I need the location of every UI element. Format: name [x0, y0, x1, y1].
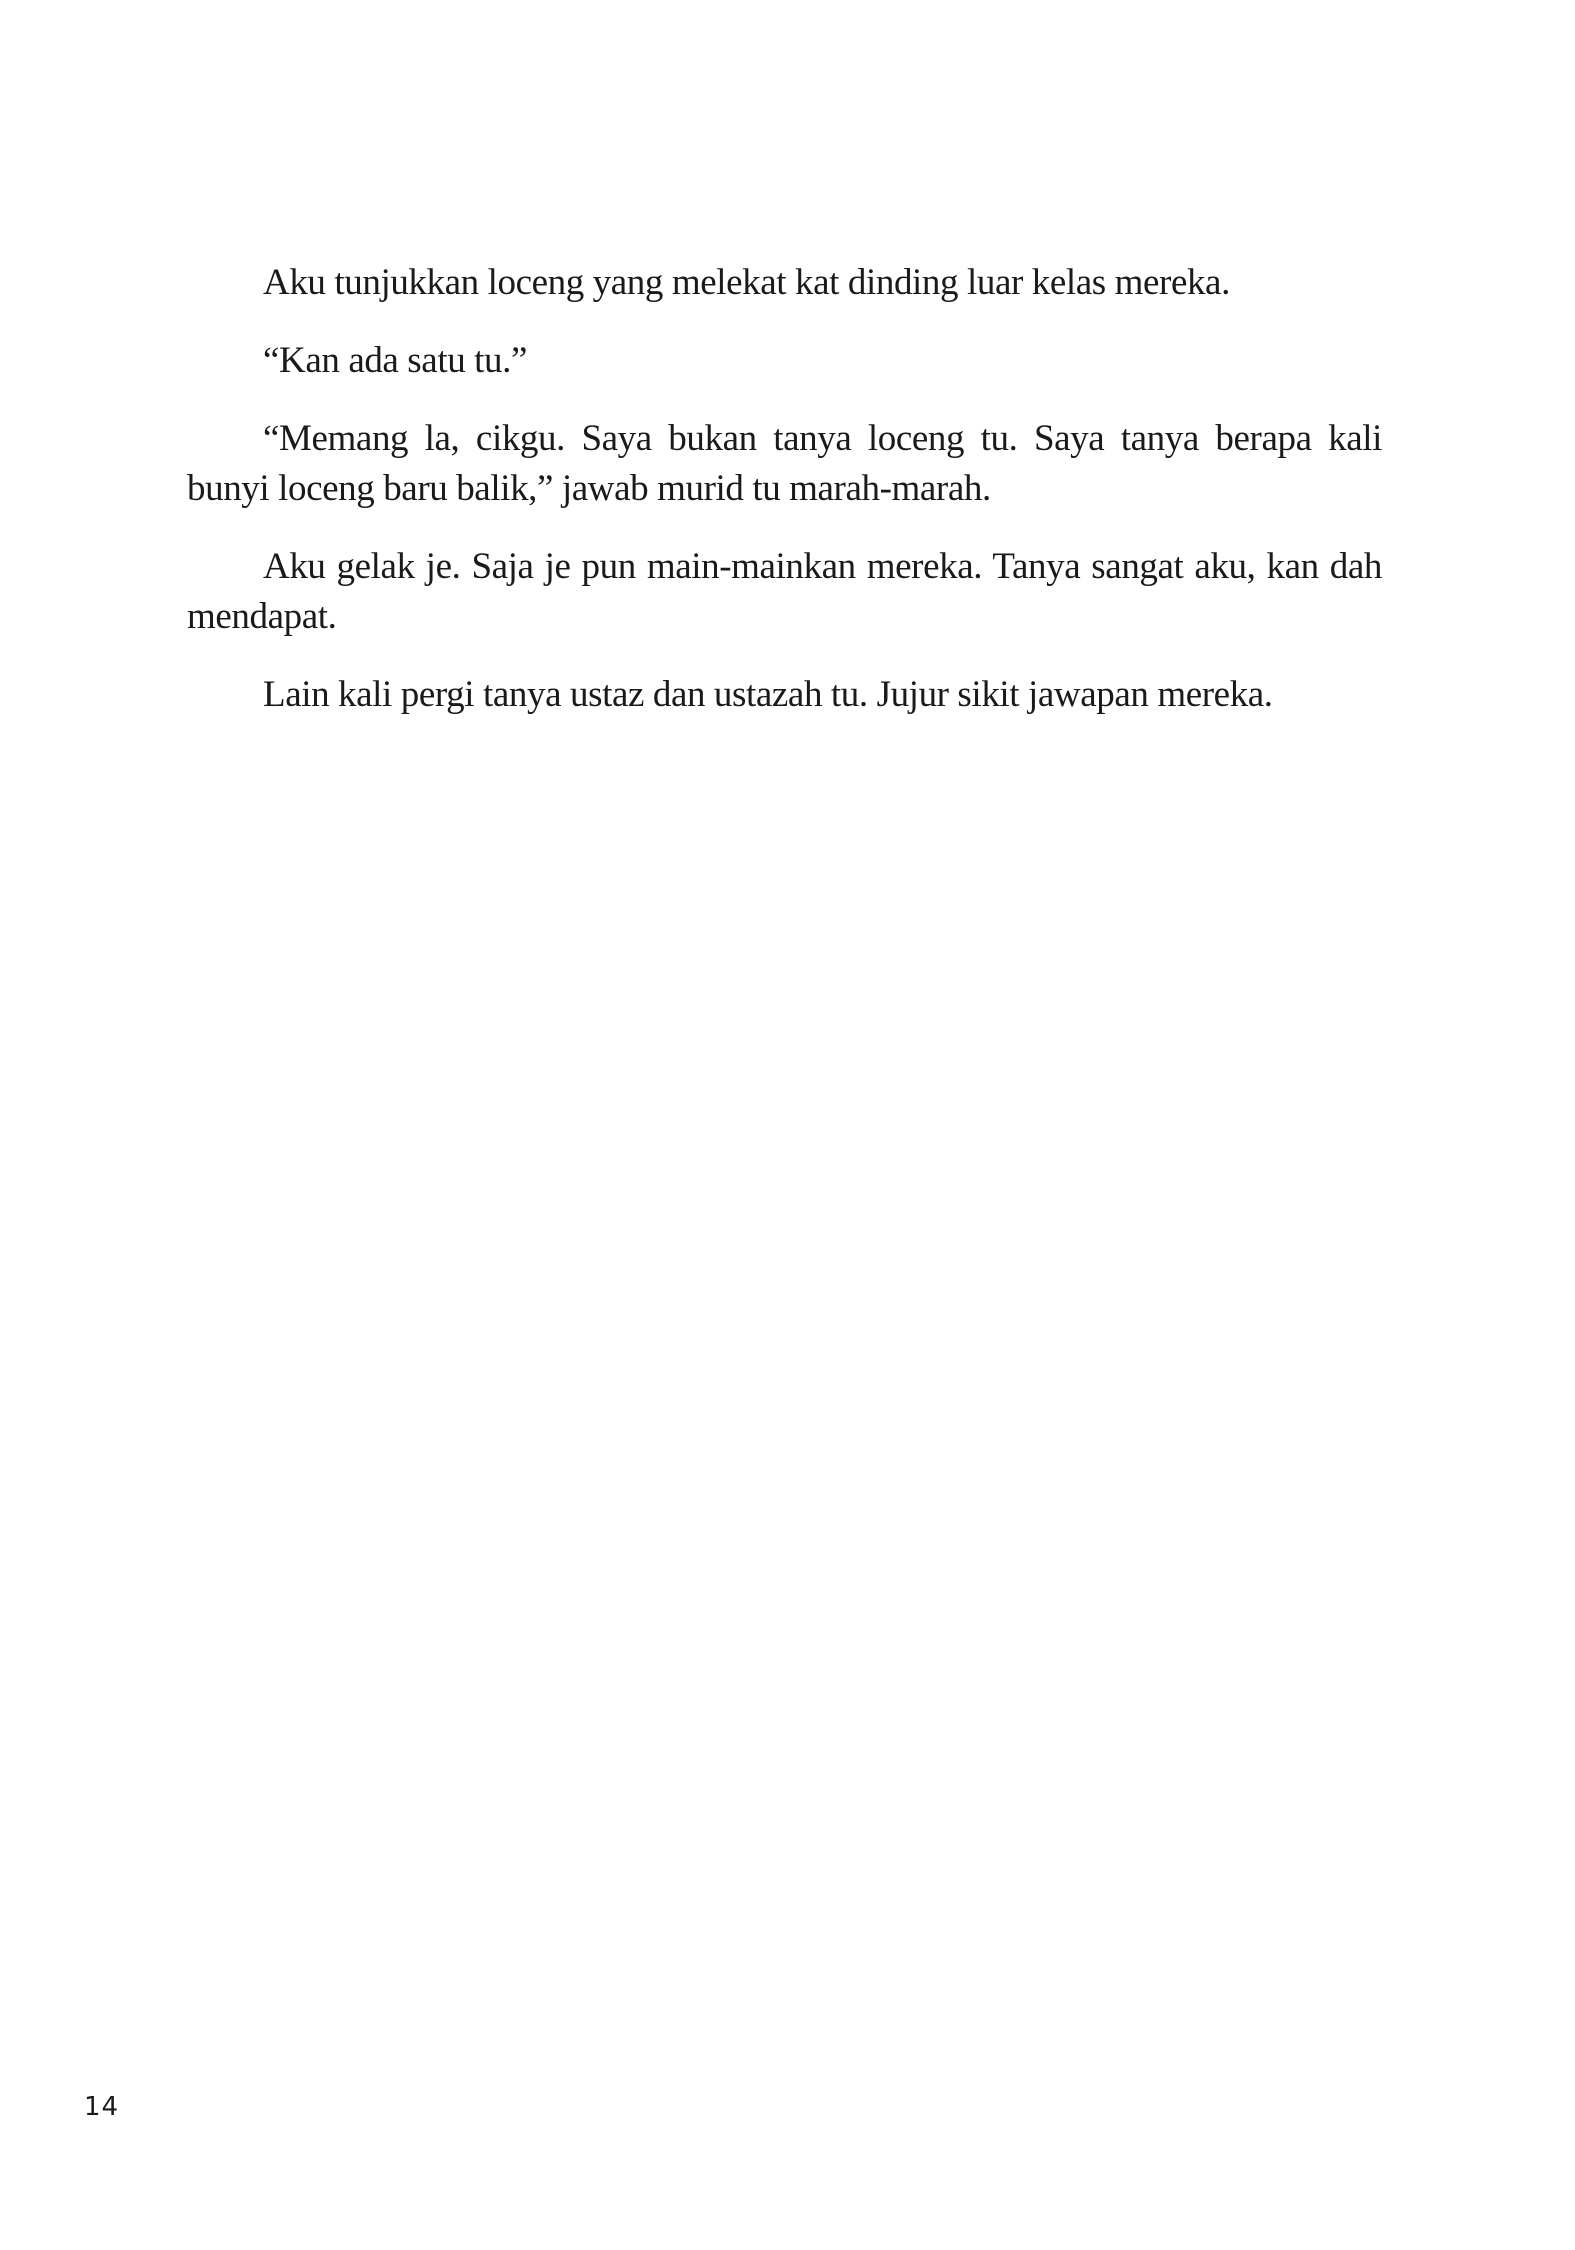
body-text — [187, 258, 1382, 748]
paragraph-4: Aku gelak je. Saja je pun main-mainkan mereka. Tanya sangat aku, kan dah mendapat. — [187, 546, 1382, 637]
paragraph-1: Aku tunjukkan loceng yang melekat kat dinding luar kelas mereka. — [263, 262, 1230, 303]
paragraph-5: Lain kali pergi tanya ustaz dan ustazah tu. Jujur sikit jawapan mereka. — [263, 674, 1273, 715]
paragraph-3: “Memang la, cikgu. Saya bukan tanya loceng tu. Saya tanya berapa kali bunyi loceng baru balik,” jawab murid tu marah-marah. — [187, 418, 1382, 509]
paragraph-2: “Kan ada satu tu.” — [263, 340, 528, 381]
page-number: 14 — [84, 2092, 120, 2122]
